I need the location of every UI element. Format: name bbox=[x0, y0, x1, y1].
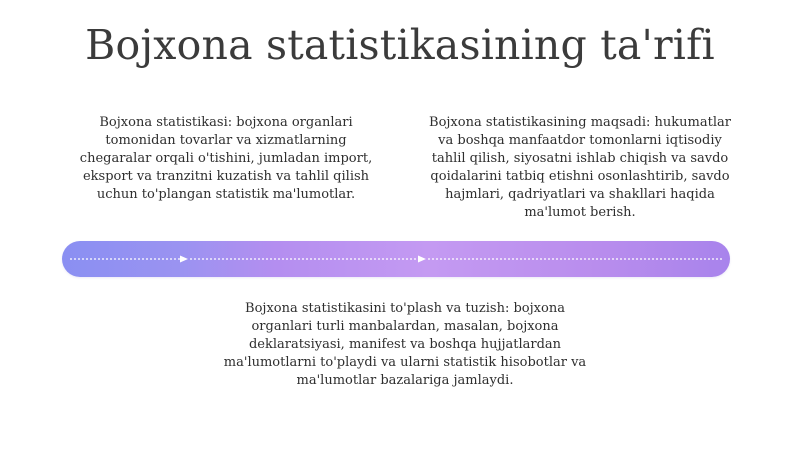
timeline-arrows bbox=[62, 241, 730, 277]
slide-title: Bojxona statistikasining ta'rifi bbox=[85, 21, 715, 69]
timeline-bar bbox=[62, 241, 730, 277]
collection-text: Bojxona statistikasini to'plash va tuzish: bojxona organlari turli manbalardan, masalan, bojxona deklaratsiyasi, manifest va boshqa hujjatlardan ma'lumotlarni to'playdi va ularni statistik hisobotlar va ma'lumotlar bazalariga jamlaydi. bbox=[223, 301, 587, 388]
definition-text: Bojxona statistikasi: bojxona organlari tomonidan tovarlar va xizmatlarning chegaralar orqali o'tishini, jumladan import, eksport va tranzitni kuzatish va tahlil qilish uchun to'plangan statistik ma'lumotlar. bbox=[79, 115, 373, 202]
purpose-text: Bojxona statistikasining maqsadi: hukumatlar va boshqa manfaatdor tomonlarni iqtisodiy tahlil qilish, siyosatni ishlab chiqish va savdo qoidalarini tatbiq etishni osonlashtirib, savdo hajmlari, qadriyatlari va shakllari haqida ma'lumot berish. bbox=[429, 115, 731, 220]
arrow-head-2-icon bbox=[418, 256, 426, 263]
arrow-head-1-icon bbox=[180, 256, 188, 263]
